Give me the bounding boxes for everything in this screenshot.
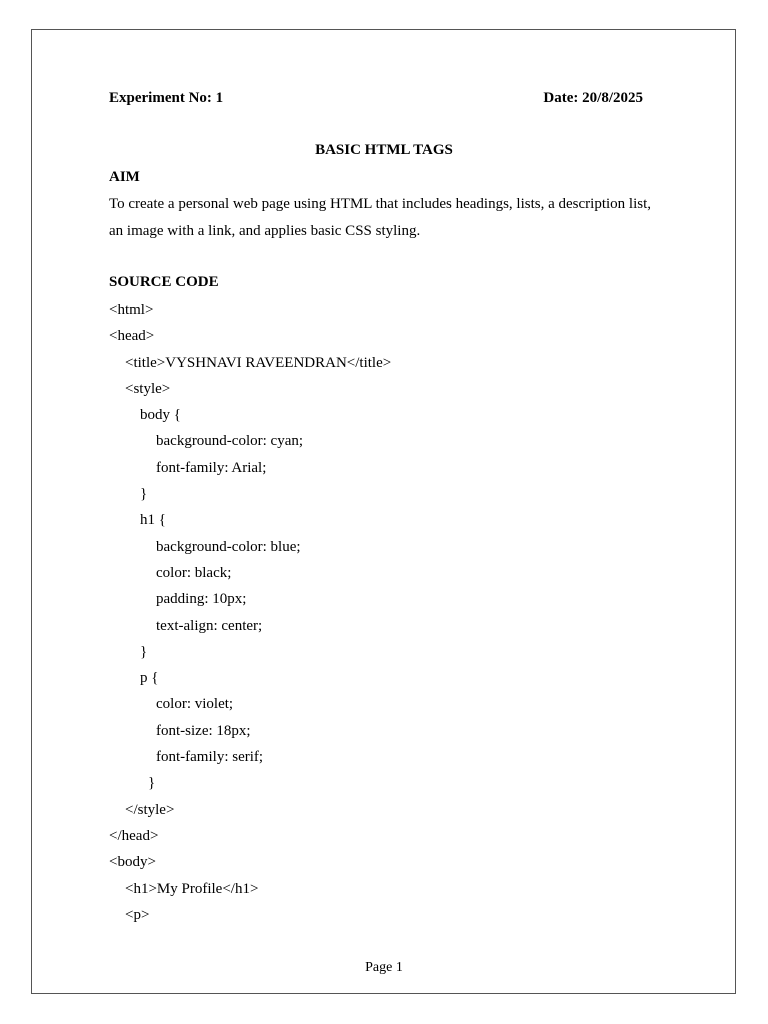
code-line: <style> — [125, 380, 171, 397]
code-line: <p> — [125, 906, 150, 923]
code-line: </style> — [125, 801, 175, 818]
page-number: Page 1 — [365, 960, 403, 975]
code-line: <title>VYSHNAVI RAVEENDRAN</title> — [125, 354, 392, 371]
code-line: background-color: blue; — [156, 538, 301, 555]
code-line: body { — [140, 407, 181, 424]
experiment-number: Experiment No: 1 — [109, 90, 224, 106]
code-line: } — [140, 486, 148, 503]
document-title: BASIC HTML TAGS — [315, 142, 453, 158]
code-line: background-color: cyan; — [156, 433, 304, 450]
code-line: h1 { — [140, 512, 166, 529]
code-line: <html> — [109, 302, 154, 318]
code-line: text-align: center; — [156, 617, 263, 634]
code-line: <head> — [109, 328, 155, 345]
code-line: padding: 10px; — [156, 591, 247, 608]
code-line: </head> — [109, 827, 159, 844]
code-line: <h1>My Profile</h1> — [125, 880, 259, 897]
source-code-block — [109, 297, 649, 928]
code-line: font-family: Arial; — [156, 459, 267, 476]
code-line: color: violet; — [156, 696, 234, 713]
source-code-heading: SOURCE CODE — [109, 274, 219, 290]
code-line: color: black; — [156, 564, 232, 581]
code-line: <body> — [109, 854, 156, 871]
code-line: } — [140, 643, 148, 660]
code-line: } — [148, 775, 156, 792]
aim-text: To create a personal web page using HTML that includes headings, lists, a description list, an image with a link, and applies basic CSS styling. — [109, 196, 652, 239]
experiment-date: Date: 20/8/2025 — [543, 90, 643, 106]
code-line: font-family: serif; — [156, 749, 264, 766]
code-line: p { — [140, 670, 159, 687]
code-line: font-size: 18px; — [156, 722, 251, 739]
aim-heading: AIM — [109, 169, 140, 185]
